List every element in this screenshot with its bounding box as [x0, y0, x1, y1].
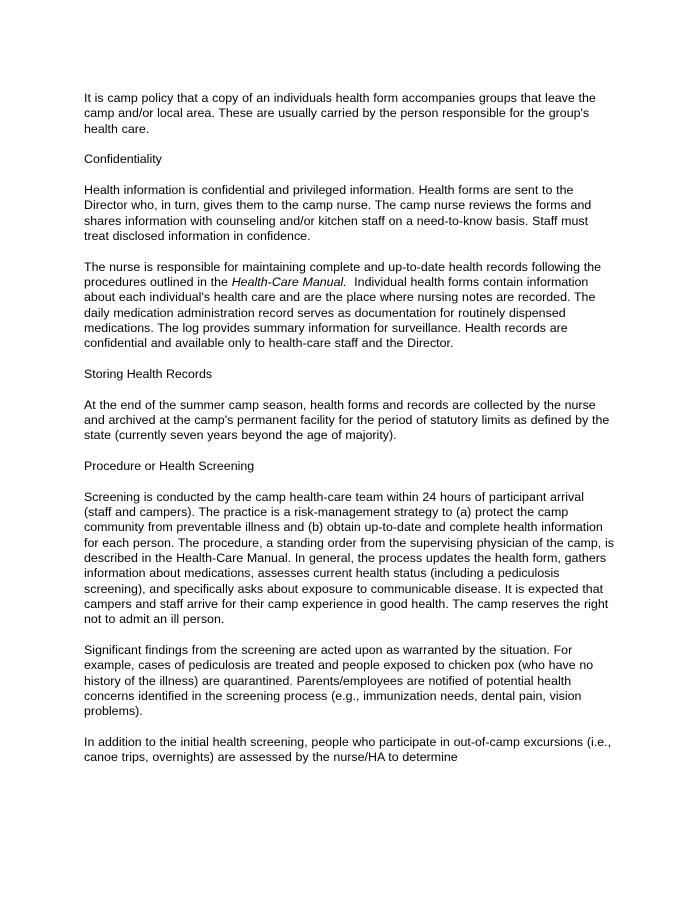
- paragraph-camp-policy: It is camp policy that a copy of an individuals health form accompanies groups that leave the camp and/or local area. These are usually carried by the person responsible for the group's health care.: [84, 91, 600, 136]
- document-text-column: [84, 91, 618, 766]
- heading-storing-health-records: Storing Health Records: [84, 367, 213, 381]
- nurse-paragraph-trailing-text: Individual health forms contain information about each individual's health care and are the place where nursing notes are recorded. The daily medication administration record serves as documentation for routinely dispensed medications. The log provides summary information for surveillance. Health records are confidential and available only to health-care staff and the Director.: [84, 274, 600, 351]
- paragraph-significant-findings: Significant findings from the screening are acted upon as warranted by the situation. For example, cases of pediculosis are treated and people exposed to chicken pox (who have no history of the illness) are quarantined. Parents/employees are notified of potential health concerns identified in the screening process (e.g., immunization needs, dental pain, vision problems).: [84, 643, 597, 719]
- paragraph-screening-conducted: Screening is conducted by the camp health-care team within 24 hours of participant arrival (staff and campers). The practice is a risk-management strategy to (a) protect the camp community from preventable illness and (b) obtain up-to-date and complete health information for each person. The procedure, a standing order from the supervising physician of the camp, is described in the Health-Care Manual. In general, the process updates the health form, gathers information about medications, assesses current health status (including a pediculosis screening), and specifically asks about exposure to communicable disease. It is expected that campers and staff arrive for their camp experience in good health. The camp reserves the right not to admit an ill person.: [84, 489, 618, 627]
- heading-confidentiality: Confidentiality: [84, 152, 162, 167]
- paragraph-end-of-season: At the end of the summer camp season, health forms and records are collected by the nurse and archived at the camp's permanent facility for the period of statutory limits as defined by the state (currently seven years beyond the age of majority).: [84, 397, 614, 443]
- nurse-paragraph-lead-text: The nurse is responsible for maintaining complete and up-to-date health records following the procedures outlined in the: [84, 259, 605, 289]
- health-care-manual-title: Health-Care Manual.: [231, 274, 347, 289]
- paragraph-out-of-camp-excursions: In addition to the initial health screening, people who participate in out-of-camp excursions (i.e., canoe trips, overnights) are assessed by the nurse/HA to determine: [84, 735, 615, 765]
- paragraph-nurse-responsible: [84, 260, 614, 352]
- heading-procedure-or-health-screening: Procedure or Health Screening: [84, 458, 255, 473]
- paragraph-health-information: Health information is confidential and privileged information. Health forms are sent to the Director who, in turn, gives them to the camp nurse. The camp nurse reviews the forms and shares information with counseling and/or kitchen staff on a need-to-know basis. Staff must treat disclosed information in confidence.: [84, 182, 596, 243]
